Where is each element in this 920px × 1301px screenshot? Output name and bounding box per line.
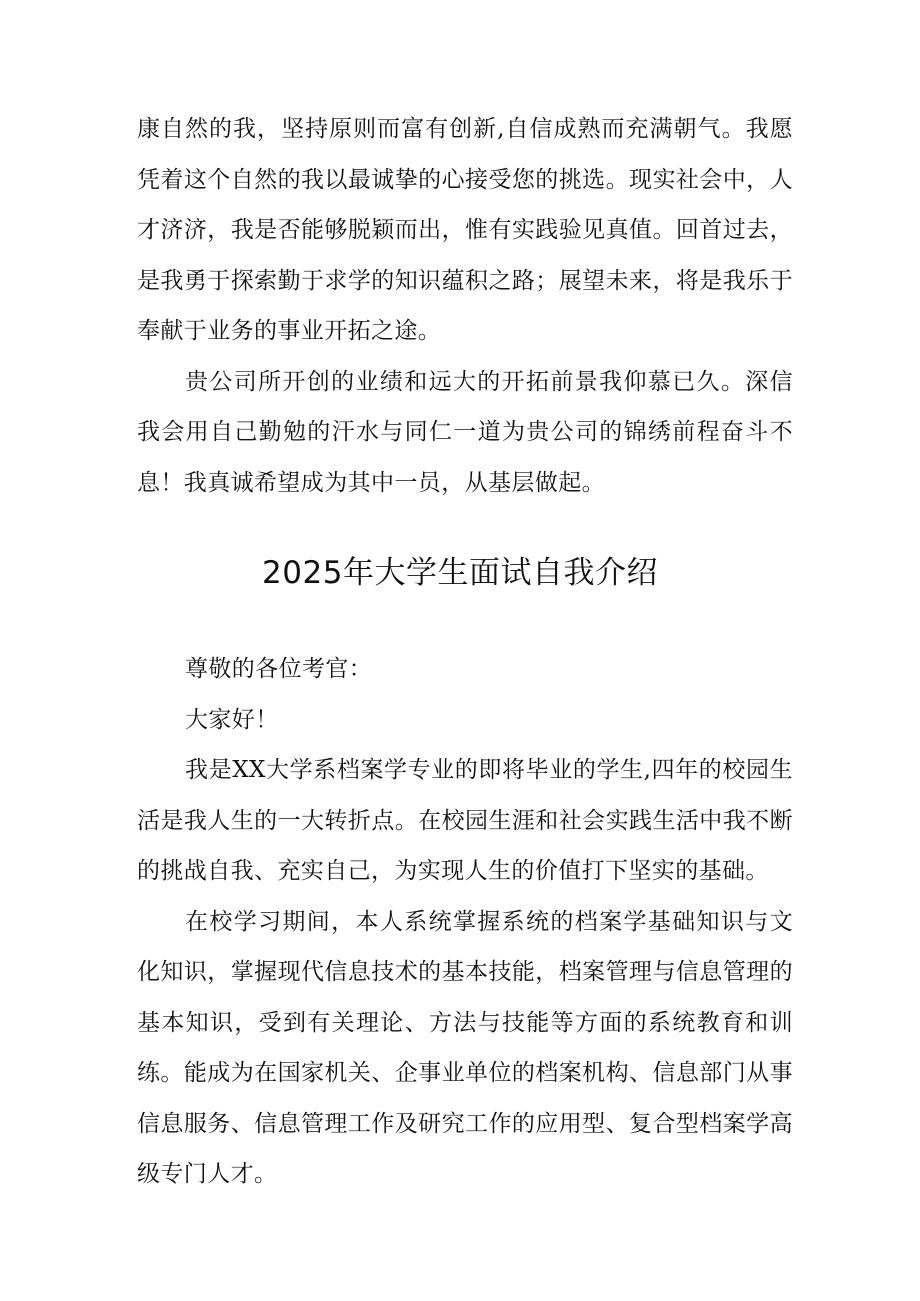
document-title: 2025年大学生面试自我介绍 (262, 555, 658, 591)
continuation-text (137, 104, 793, 508)
salutation: 尊敬的各位考官： (185, 656, 373, 682)
paragraph-company: 贵公司所开创的业绩和远大的开拓前景我仰慕已久。深信我会用自己勤勉的汗水与同仁一道为贵公司的锦绣前程奋斗不息！我真诚希望成为其中一员，从基层做起。 (137, 368, 793, 496)
paragraph-self-intro: 我是XX大学系档案学专业的即将毕业的学生,四年的校园生活是我人生的一大转折点。在校园生涯和社会实践生活中我不断的挑战自我、充实自己，为实现人生的价值打下坚实的基础。 (137, 757, 793, 884)
introduction-text (137, 644, 793, 1200)
paragraph-study: 在校学习期间，本人系统掌握系统的档案学基础知识与文化知识，掌握现代信息技术的基本技能，档案管理与信息管理的基本知识，受到有关理论、方法与技能等方面的系统教育和训练。能成为在国家机关、企事业单位的档案机构、信息部门从事信息服务、信息管理工作及研究工作的应用型、复合型档案学高级专门人才。 (137, 908, 793, 1187)
greeting: 大家好！ (185, 706, 279, 733)
paragraph-continued: 康自然的我，坚持原则而富有创新,自信成熟而充满朝气。我愿凭着这个自然的我以最诚挚的心接受您的挑选。现实社会中，人才济济，我是否能够脱颖而出，惟有实践验见真值。回首过去，是我勇于探索勤于求学的知识蕴积之路；展望未来，将是我乐于奉献于业务的事业开拓之途。 (137, 116, 793, 344)
